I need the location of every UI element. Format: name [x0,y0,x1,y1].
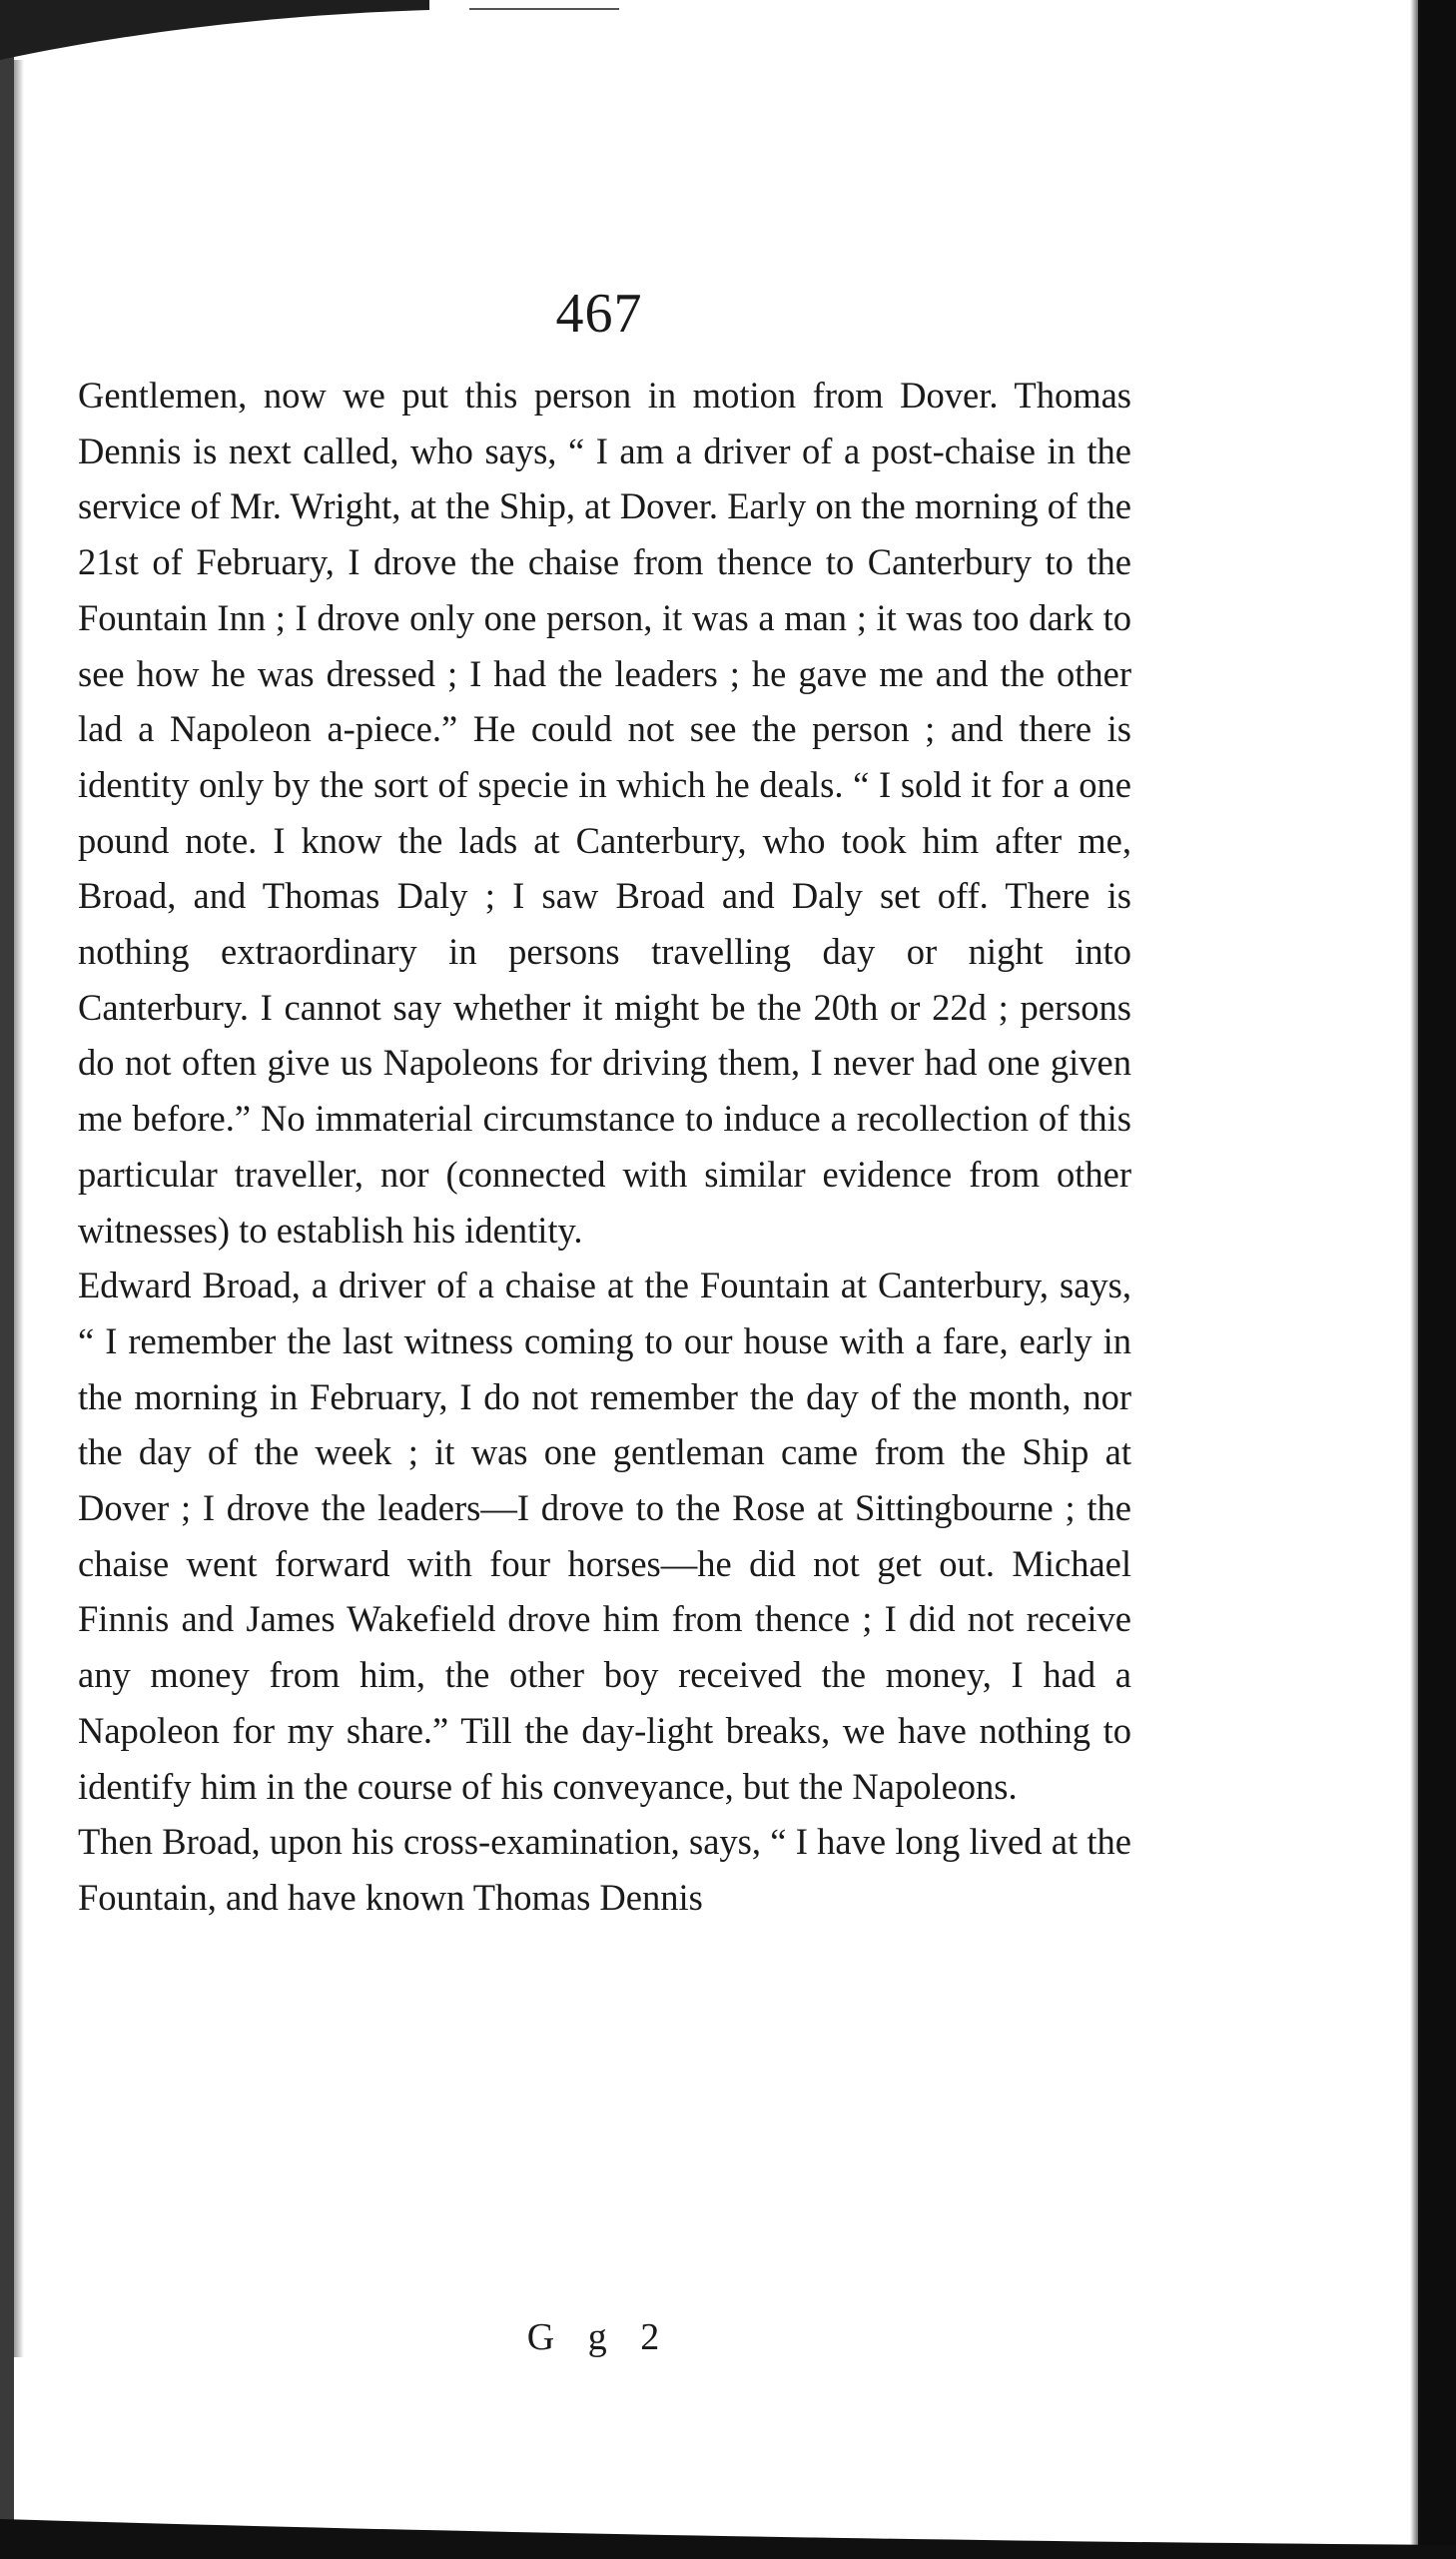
paragraph-2: Edward Broad, a driver of a chaise at the Fountain at Canterbury, says, “ I remember the last witness coming to our house with a fare, early in the morning in February, I do not remember the day of the month, nor the day of the week ; it was one gentleman came from the Ship at Dover ; I drove the leaders—I drove to the Rose at Sittingbourne ; the chaise went forward with four horses—he did not get out. Michael Finnis and James Wakefield drove him from thence ; I did not receive any money from him, the other boy received the money, I had a Napoleon for my share.” Till the day-light breaks, we have nothing to identify him in the course of his conveyance, but the Napoleons. [78,1265,1131,1807]
scan-left-edge [0,0,14,2559]
scan-top-rule [469,8,619,10]
paragraph-3: Then Broad, upon his cross-examination, says, “ I have long lived at the Fountain, and have known Thomas Dennis [78,1821,1131,1918]
paragraph-1: Gentlemen, now we put this person in motion from Dover. Thomas Dennis is next called, who says, “ I am a driver of a post-chaise in the service of Mr. Wright, at the Ship, at Dover. Early on the morning of the 21st of February, I drove the chaise from thence to Canterbury to the Fountain Inn ; I drove only one person, it was a man ; it was too dark to see how he was dressed ; I had the leaders ; he gave me and the other lad a Napoleon a-piece.” He could not see the person ; and there is identity only by the sort of specie in which he deals. “ I sold it for a one pound note. I know the lads at Canterbury, who took him after me, Broad, and Thomas Daly ; I saw Broad and Daly set off. There is nothing extraordinary in persons travelling day or night into Canterbury. I cannot say whether it might be the 20th or 22d ; persons do not often give us Napoleons for driving them, I never had one given me before.” No immaterial circumstance to induce a recollection of this particular traveller, nor (connected with similar evidence from other witnesses) to establish his identity. [78,375,1131,1251]
scan-top-corner [0,0,429,60]
body-text [78,368,1131,1926]
scan-right-shadow [1410,0,1418,2559]
scan-right-edge [1418,0,1456,2559]
page-number: 467 [555,283,643,345]
scan-left-shadow [14,60,24,2357]
scan-bottom-edge [0,2499,1456,2559]
signature-mark: G g 2 [526,2316,672,2358]
